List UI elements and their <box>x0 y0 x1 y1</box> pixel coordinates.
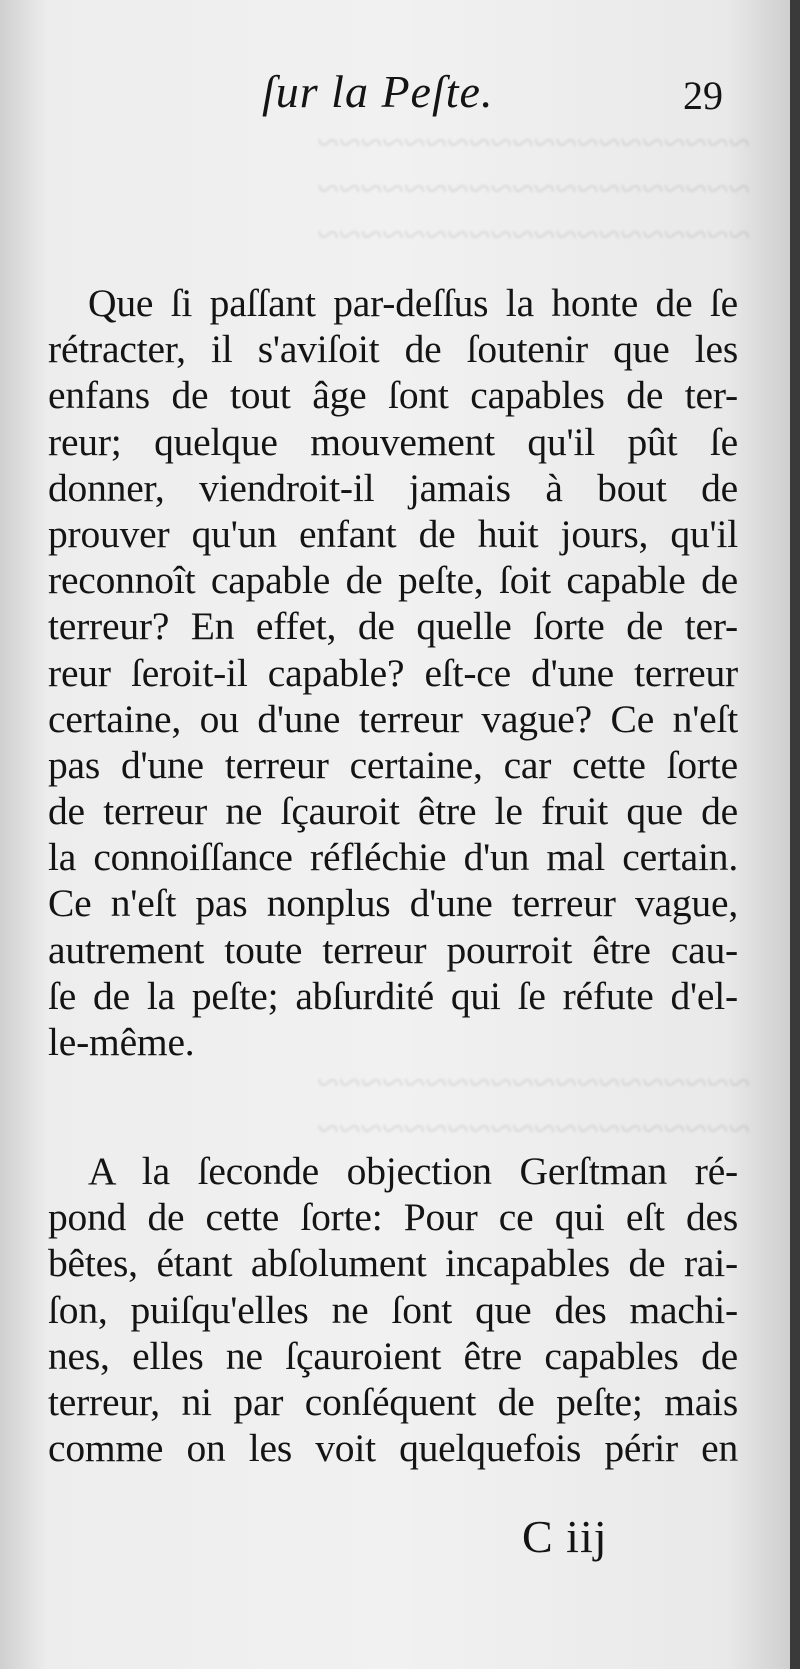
text-line: nes, elles ne ſçauroient être capables de <box>48 1333 738 1378</box>
text-line: certaine, ou d'une terreur vague? Ce n'eſt <box>48 696 738 741</box>
text-line: la connoiſſance réfléchie d'un mal certain. <box>48 835 738 880</box>
text-line: terreur? En effet, de quelle ſorte de ter- <box>48 604 738 649</box>
text-line: pond de cette ſorte: Pour ce qui eſt des <box>48 1195 738 1240</box>
show-through-text: ~~~~~~~~~~~~~~~~~~~~ ~~~~~~~~~~~~~~~~~~~~ <box>317 1060 750 1151</box>
text-line: enfans de tout âge ſont capables de ter- <box>48 373 738 418</box>
show-through-text: ~~~~~~~~~~~~~~~~~~~~ ~~~~~~~~~~~~~~~~~~~~ ~~~~~~~~~~~~~~~~~~~~ <box>317 120 750 257</box>
text-line: le-même. <box>48 1020 195 1064</box>
text-line: de terreur ne ſçauroit être le fruit que de <box>48 789 738 834</box>
page-number: 29 <box>683 73 723 118</box>
text-line: pas d'une terreur certaine, car cette ſorte <box>48 742 738 787</box>
text-line: autrement toute terreur pourroit être cau- <box>48 927 738 972</box>
text-line: reconnoît capable de peſte, ſoit capable de <box>48 558 738 603</box>
signature-mark: C iij <box>522 1511 608 1562</box>
text-line: bêtes, étant abſolument incapables de rai- <box>48 1241 738 1286</box>
text-line: ſon, puiſqu'elles ne ſont que des machi- <box>48 1287 738 1332</box>
text-line: ſe de la peſte; abſurdité qui ſe réfute d'el- <box>48 973 738 1018</box>
paragraph <box>48 280 738 1065</box>
text-line: A la ſeconde objection Gerſtman ré- <box>88 1149 738 1193</box>
text-line: donner, viendroit-il jamais à bout de <box>48 465 738 510</box>
running-head: ſur la Peſte. <box>262 66 494 117</box>
text-line: prouver qu'un enfant de huit jours, qu'il <box>48 511 738 556</box>
text-line: rétracter, il s'aviſoit de ſoutenir que les <box>48 327 738 372</box>
text-line: reur; quelque mouvement qu'il pût ſe <box>48 419 738 464</box>
text-line: reur ſeroit-il capable? eſt-ce d'une terreur <box>48 650 738 695</box>
text-line: Ce n'eſt pas nonplus d'une terreur vague, <box>48 881 738 926</box>
text-line: comme on les voit quelquefois périr en <box>48 1426 738 1471</box>
text-line: Que ſi paſſant par-deſſus la honte de ſe <box>88 281 738 325</box>
text-line: terreur, ni par conſéquent de peſte; mais <box>48 1379 738 1424</box>
paragraph <box>48 1148 738 1471</box>
